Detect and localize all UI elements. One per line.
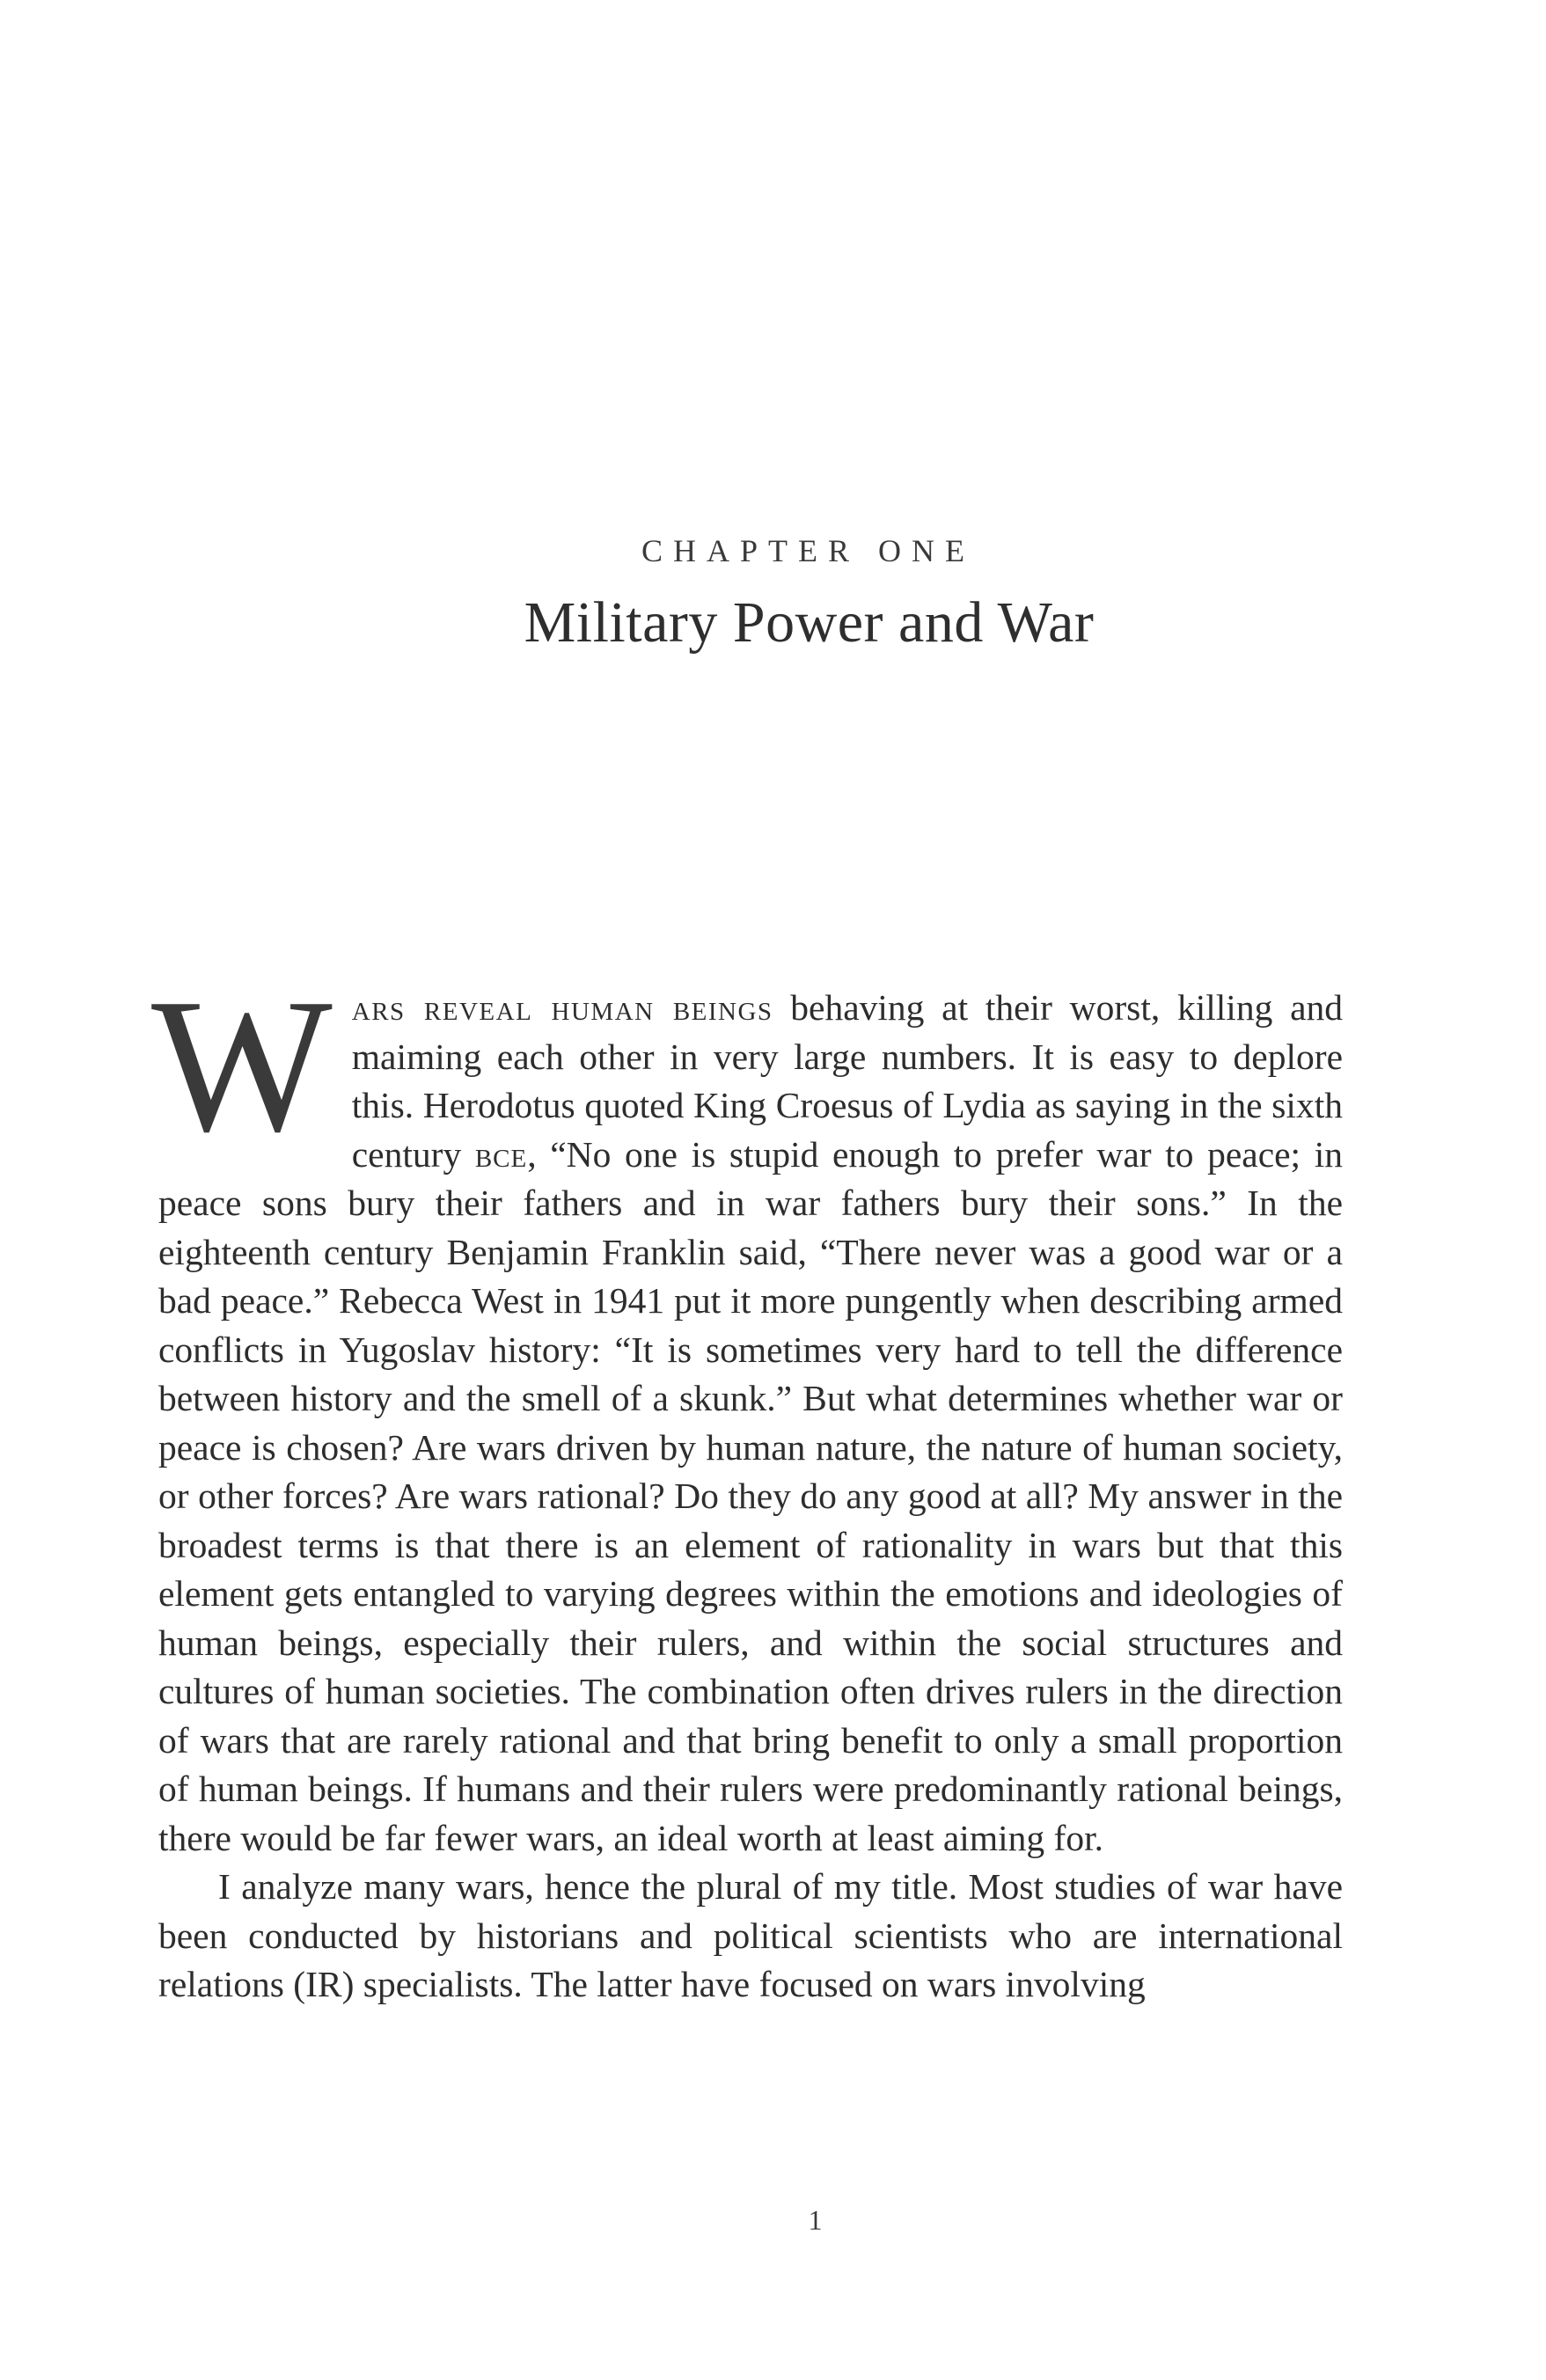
paragraph-1-text-a: behaving at their worst, killing and maiming each other in very large numbers. It is easy to deplore this. Herodotus quoted King Croesus of Lydia as saying in the sixth century (351, 987, 1343, 1175)
body-text (151, 960, 1343, 2010)
paragraph-1-text-b: , “No one is stupid enough to prefer war to peace; in peace sons bury their fathers and in war fathers bury their sons.” In the eighteenth century Benjamin Franklin said, “There never was a good war or a bad peace.” Rebecca West in 1941 put it more pungently when describing armed conflicts in Yugoslav history: “It is sometimes very hard to tell the difference between history and the smell of a skunk.” But what determines whether war or peace is chosen? Are wars driven by human nature, the nature of human society, or other forces? Are wars rational? Do they do any good at all? My answer in the broadest terms is that there is an element of rationality in wars but that this element gets entangled to varying degrees within the emotions and ideologies of human beings, especially their rulers, and within the social structures and cultures of human societies. The combination often drives rulers in the direction of wars that are rarely rational and that bring benefit to only a small proportion of human beings. If humans and their rulers were predominantly rational beings, there would be far fewer wars, an ideal worth at least aiming for. (158, 1133, 1343, 1858)
chapter-label: CHAPTER ONE (641, 533, 975, 568)
era-abbreviation: bce (474, 1133, 528, 1175)
chapter-title: Military Power and War (524, 590, 1095, 655)
opening-smallcaps: ars reveal human beings (351, 987, 773, 1028)
drop-cap: W (151, 960, 333, 1172)
page-number: 1 (808, 2204, 823, 2236)
paragraph-1 (151, 960, 1343, 1863)
paragraph-2: I analyze many wars, hence the plural of my title. Most studies of war have been conducted by historians and political scientists who are international relations (IR) specialists. The latter have focused on wars involving (158, 1866, 1343, 2004)
